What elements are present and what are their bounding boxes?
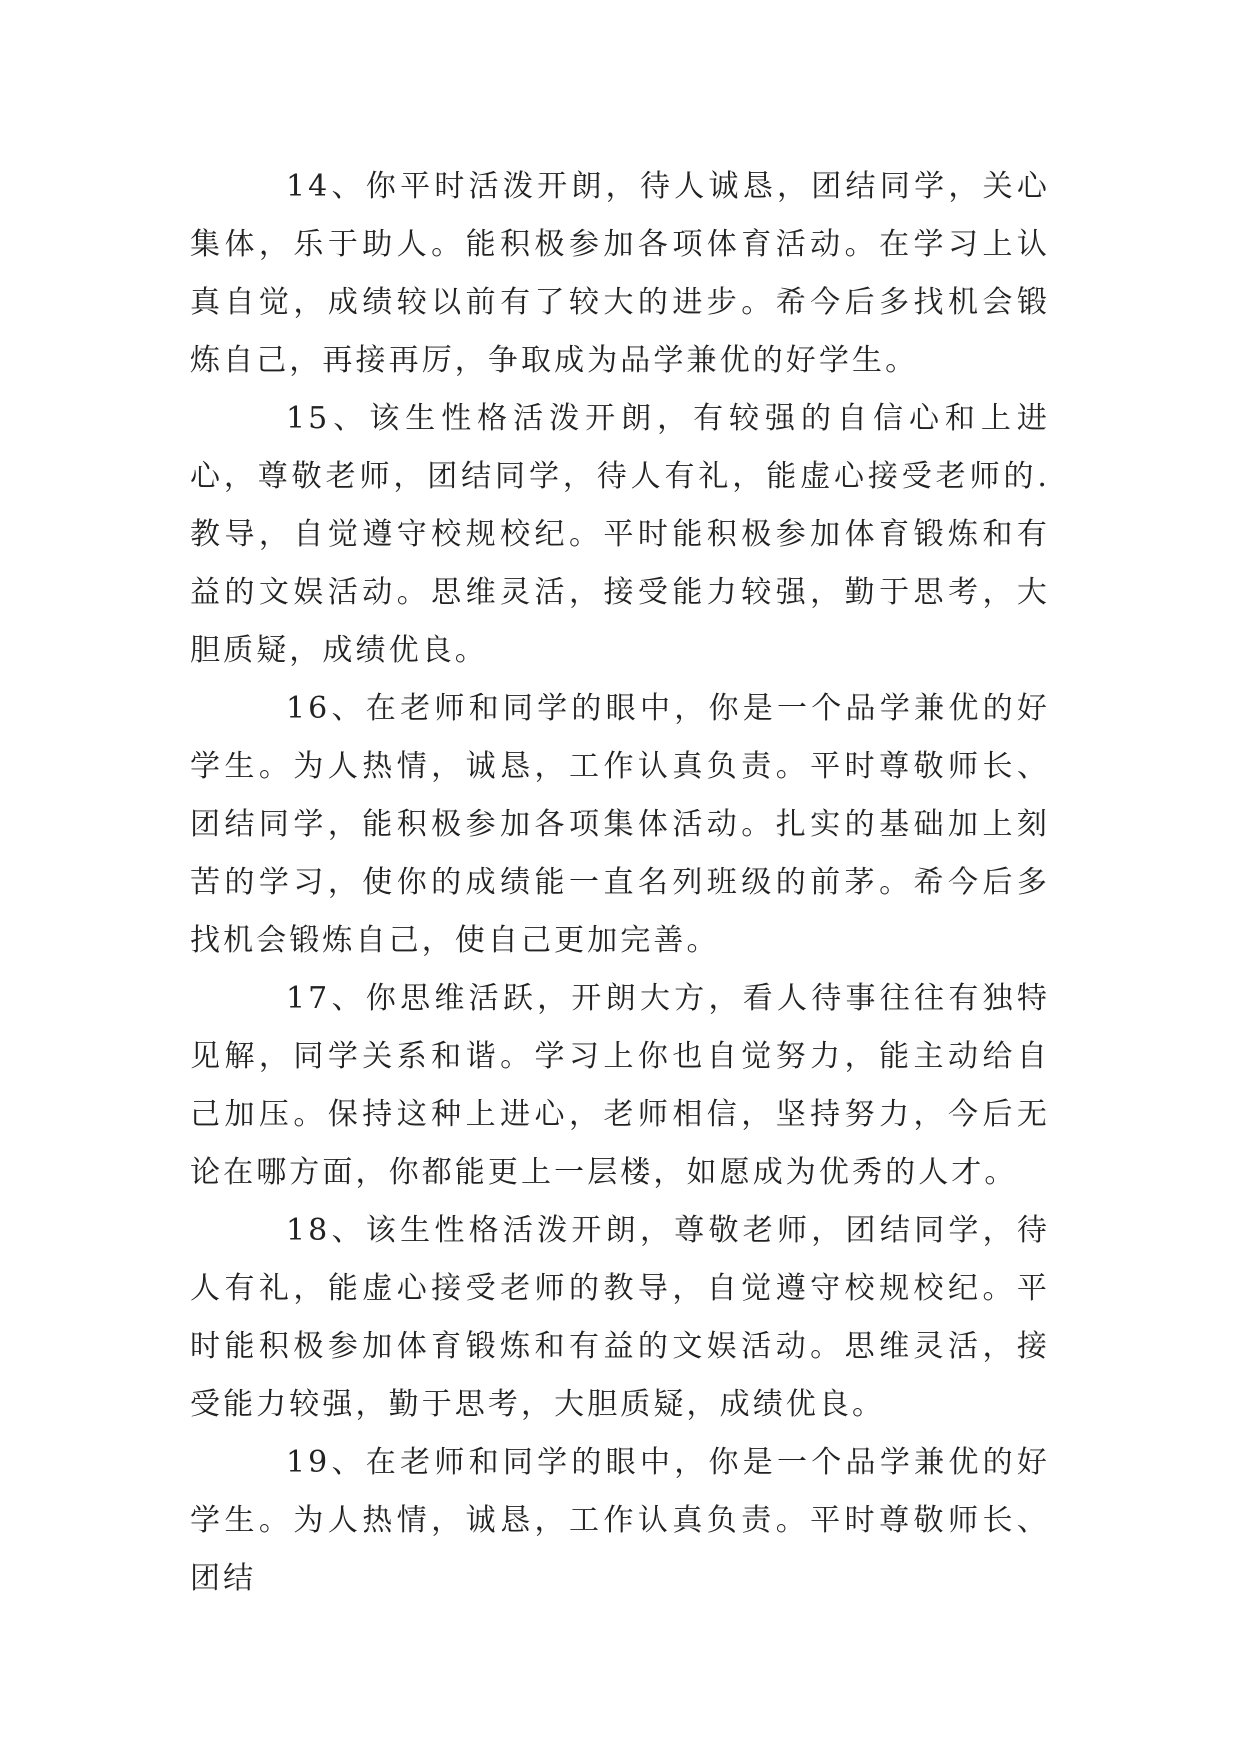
comment-paragraph-15: 15、该生性格活泼开朗，有较强的自信心和上进心，尊敬老师，团结同学，待人有礼，能虚心接受老师的.教导，自觉遵守校规校纪。平时能积极参加体育锻炼和有益的文娱活动。思维灵活，接受能力较强，勤于思考，大胆质疑，成绩优良。 (190, 401, 1050, 668)
comment-paragraph-14: 14、你平时活泼开朗，待人诚恳，团结同学，关心集体，乐于助人。能积极参加各项体育活动。在学习上认真自觉，成绩较以前有了较大的进步。希今后多找机会锻炼自己，再接再厉，争取成为品学兼优的好学生。 (190, 169, 1050, 378)
comment-paragraph-19: 19、在老师和同学的眼中，你是一个品学兼优的好学生。为人热情，诚恳，工作认真负责。平时尊敬师长、团结 (190, 1445, 1050, 1596)
comment-paragraph-18: 18、该生性格活泼开朗，尊敬老师，团结同学，待人有礼，能虚心接受老师的教导，自觉遵守校规校纪。平时能积极参加体育锻炼和有益的文娱活动。思维灵活，接受能力较强，勤于思考，大胆质疑，成绩优良。 (190, 1213, 1050, 1422)
document-body (190, 158, 1050, 1608)
comment-paragraph-16: 16、在老师和同学的眼中，你是一个品学兼优的好学生。为人热情，诚恳，工作认真负责。平时尊敬师长、团结同学，能积极参加各项集体活动。扎实的基础加上刻苦的学习，使你的成绩能一直名列班级的前茅。希今后多找机会锻炼自己，使自己更加完善。 (190, 691, 1050, 958)
comment-paragraph-17: 17、你思维活跃，开朗大方，看人待事往往有独特见解，同学关系和谐。学习上你也自觉努力，能主动给自己加压。保持这种上进心，老师相信，坚持努力，今后无论在哪方面，你都能更上一层楼，如愿成为优秀的人才。 (190, 981, 1050, 1190)
